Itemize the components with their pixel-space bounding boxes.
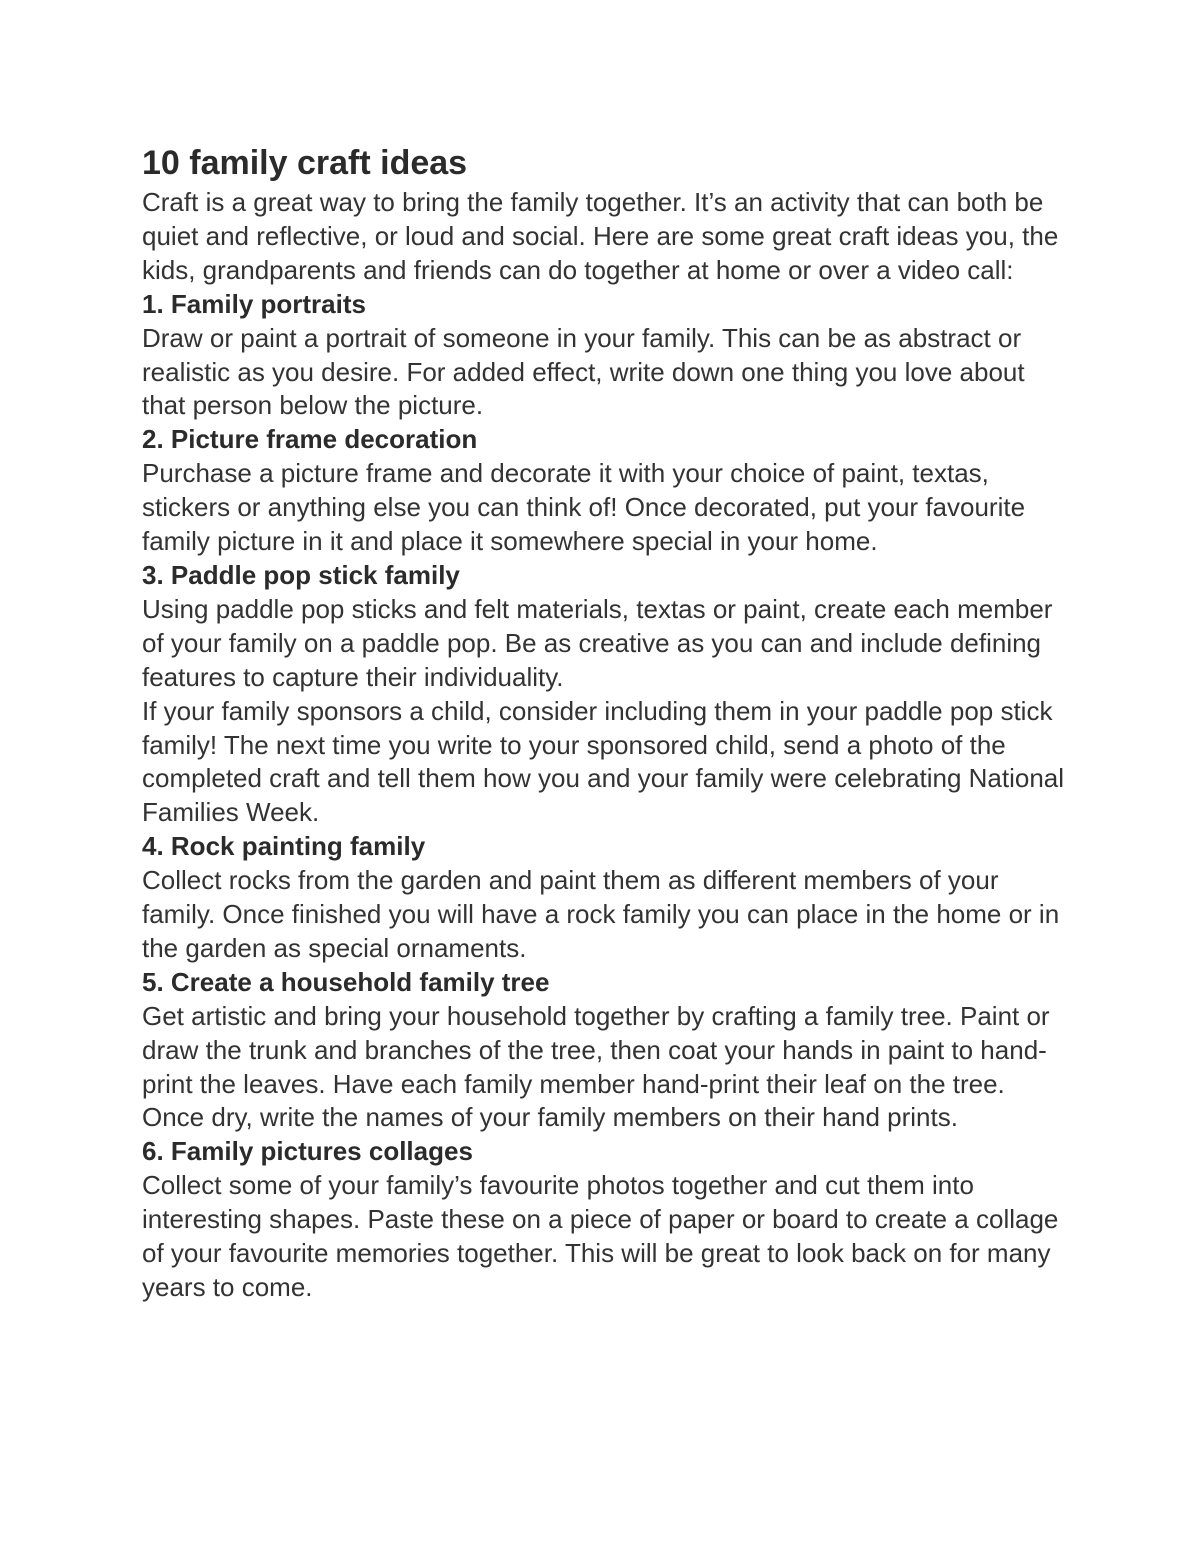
section-heading: 3. Paddle pop stick family: [142, 559, 460, 590]
section-heading: 1. Family portraits: [142, 288, 366, 319]
section-picture-frame-decoration: [142, 423, 1072, 559]
section-heading: 6. Family pictures collages: [142, 1136, 473, 1167]
section-heading: 4. Rock painting family: [142, 831, 426, 862]
section-paragraph: Collect rocks from the garden and paint them as different members of your family. Once finished you will have a rock family you can place in the home or in the garden as special ornaments.: [142, 865, 1060, 963]
section-heading: 5. Create a household family tree: [142, 966, 550, 997]
section-family-portraits: [142, 288, 1072, 424]
section-household-family-tree: [142, 966, 1072, 1136]
section-paragraph: Purchase a picture frame and decorate it with your choice of paint, textas, stickers or anything else you can think of! Once decorated, put your favourite family picture in it and place it somewhere special in your home.: [142, 458, 1026, 557]
section-paragraph: Collect some of your family’s favourite photos together and cut them into interesting shapes. Paste these on a piece of paper or board to create a collage of your favourite memories together. This will be great to look back on for many years to come.: [142, 1170, 1059, 1302]
section-heading: 2. Picture frame decoration: [142, 424, 478, 455]
section-paragraph: Get artistic and bring your household together by crafting a family tree. Paint or draw the trunk and branches of the tree, then coat your hands in paint to hand-print the leaves. Have each family member hand-print their leaf on the tree. Once dry, write the names of your family members on their hand prints.: [142, 1000, 1050, 1133]
section-paragraph: Using paddle pop sticks and felt materials, textas or paint, create each member of your family on a paddle pop. Be as creative as you can and include defining features to capture their individuality.: [142, 593, 1053, 692]
intro-paragraph: Craft is a great way to bring the family together. It’s an activity that can both be quiet and reflective, or loud and social. Here are some great craft ideas you, the kids, grandparents and friends can do together at home or over a video call:: [142, 187, 1059, 285]
section-rock-painting-family: [142, 830, 1072, 966]
section-family-pictures-collages: [142, 1135, 1072, 1305]
section-paddle-pop-stick-family: [142, 559, 1072, 830]
document-page: [142, 140, 1072, 1305]
section-paragraph: If your family sponsors a child, consider including them in your paddle pop stick family! The next time you write to your sponsored child, send a photo of the completed craft and tell them how you and your family were celebrating National Families Week.: [142, 695, 1065, 828]
document-title: 10 family craft ideas: [142, 144, 468, 182]
section-paragraph: Draw or paint a portrait of someone in your family. This can be as abstract or realistic as you desire. For added effect, write down one thing you love about that person below the picture.: [142, 322, 1025, 421]
